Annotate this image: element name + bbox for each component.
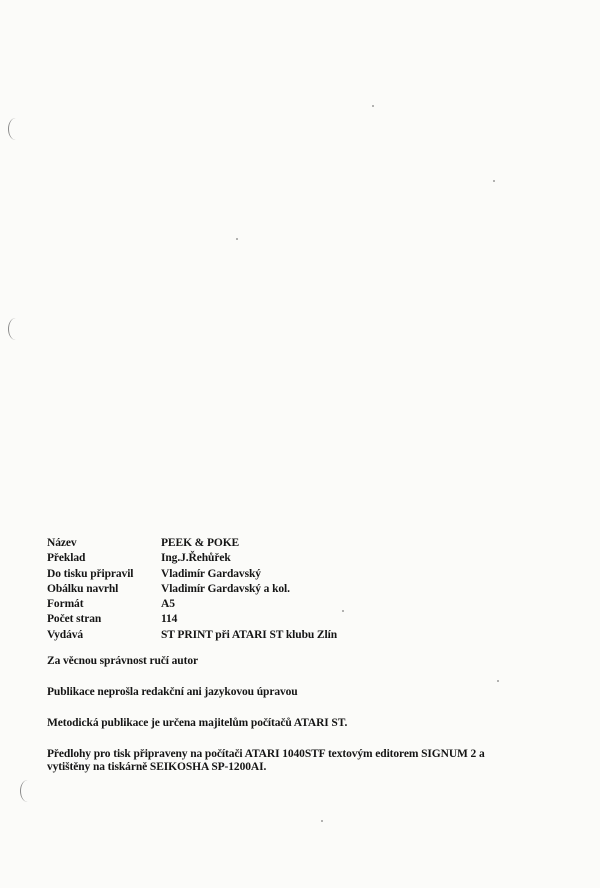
note-audience: Metodická publikace je určena majitelům počítačů ATARI ST. xyxy=(47,717,348,730)
publication-details-table xyxy=(47,536,337,643)
detail-value: ST PRINT při ATARI ST klubu Zlín xyxy=(161,628,337,641)
scan-speck xyxy=(372,105,374,107)
detail-row-prepared-by xyxy=(47,567,337,582)
detail-label: Formát xyxy=(47,598,84,611)
detail-value: PEEK & POKE xyxy=(161,537,240,549)
detail-label: Do tisku připravil xyxy=(47,567,134,580)
detail-label: Počet stran xyxy=(47,613,102,626)
note-responsibility: Za věcnou správnost ručí autor xyxy=(47,655,198,668)
detail-row-cover xyxy=(47,582,337,597)
detail-label: Obálku navrhl xyxy=(47,582,119,595)
detail-value: Vladimír Gardavský a kol. xyxy=(161,582,290,595)
detail-value: Vladimír Gardavský xyxy=(161,567,261,580)
detail-label: Název xyxy=(47,537,77,549)
detail-value: A5 xyxy=(161,598,175,611)
detail-row-translation xyxy=(47,551,337,566)
detail-label: Překlad xyxy=(47,552,86,565)
detail-row-page-count xyxy=(47,612,337,627)
detail-row-publisher xyxy=(47,628,337,643)
punch-hole-mark xyxy=(8,318,23,340)
detail-row-format xyxy=(47,597,337,612)
scan-speck xyxy=(236,238,238,240)
punch-hole-mark xyxy=(20,780,35,802)
colophon xyxy=(47,536,567,774)
detail-value: Ing.J.Řehůřek xyxy=(161,552,231,565)
scan-speck xyxy=(321,820,323,822)
detail-value: 114 xyxy=(161,613,178,626)
punch-hole-mark xyxy=(8,118,23,140)
note-production: Předlohy pro tisk připraveny na počítači ATARI 1040STF textovým editorem SIGNUM 2 a vytištěny na tiskárně SEIKOSHA SP-1200AI. xyxy=(47,748,485,774)
scan-speck xyxy=(493,180,495,182)
detail-row-title xyxy=(47,536,337,551)
detail-label: Vydává xyxy=(47,628,84,641)
note-editing: Publikace neprošla redakční ani jazykovou úpravou xyxy=(47,686,298,699)
